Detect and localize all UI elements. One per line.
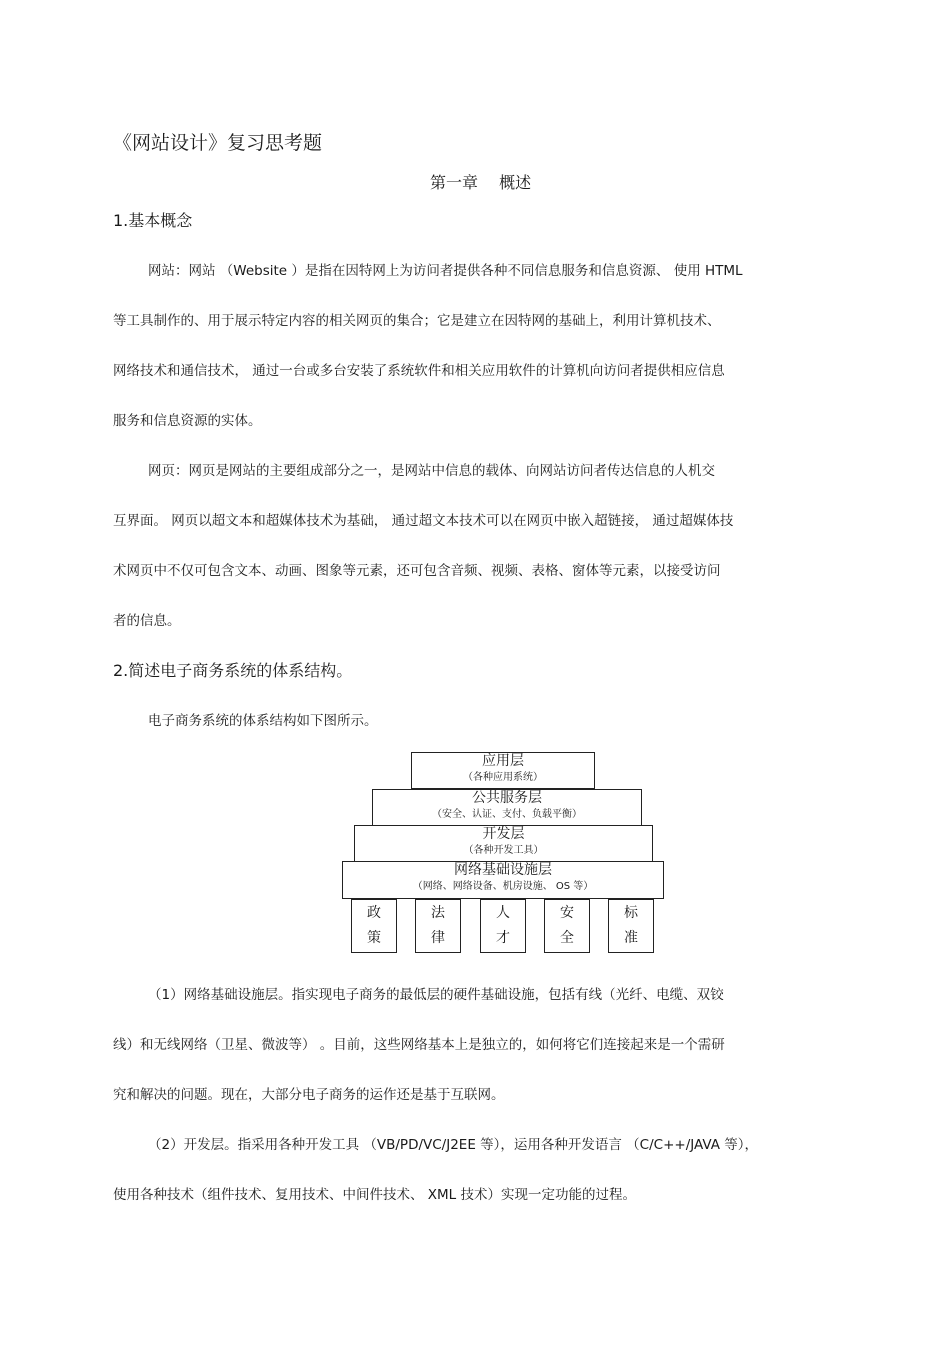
section-1-heading: 1.基本概念 — [113, 211, 193, 230]
architecture-diagram — [341, 752, 665, 954]
pillar-policy — [351, 899, 397, 953]
layer-public-service — [372, 789, 642, 826]
paragraph-line: 网站：网站 （Website ）是指在因特网上为访问者提供各种不同信息服务和信息资源、 使用 HTML — [148, 263, 743, 279]
pillar-char: 全 — [560, 930, 574, 946]
layer-description: （网络、网络设备、机房设施、 OS 等） — [412, 881, 594, 892]
layer-network-infrastructure — [342, 861, 664, 899]
layer-name: 公共服务层 — [472, 790, 542, 806]
section-2-heading: 2.简述电子商务系统的体系结构。 — [113, 661, 353, 680]
paragraph-line: （2）开发层。指采用各种开发工具 （VB/PD/VC/J2EE 等），运用各种开发语言 （C/C++/JAVA 等）， — [148, 1137, 759, 1153]
layer-application — [411, 752, 595, 789]
paragraph-line: 究和解决的问题。现在，大部分电子商务的运作还是基于互联网。 — [113, 1087, 505, 1103]
document-title: 《网站设计》复习思考题 — [113, 132, 323, 154]
pillar-char: 策 — [367, 930, 381, 946]
layer-name: 应用层 — [482, 753, 524, 769]
pillar-security — [544, 899, 590, 953]
layer-name: 网络基础设施层 — [454, 862, 552, 878]
paragraph-line: 线）和无线网络（卫星、微波等） 。目前，这些网络基本上是独立的，如何将它们连接起来是一个需研 — [113, 1037, 725, 1053]
diagram-intro: 电子商务系统的体系结构如下图所示。 — [148, 713, 378, 729]
pillar-char: 政 — [367, 905, 381, 921]
pillar-standard — [608, 899, 654, 953]
pillar-char: 准 — [624, 930, 638, 946]
layer-description: （各种应用系统） — [463, 772, 543, 783]
paragraph-line: 网络技术和通信技术， 通过一台或多台安装了系统软件和相关应用软件的计算机向访问者提供相应信息 — [113, 363, 725, 379]
paragraph-line: 术网页中不仅可包含文本、动画、图象等元素，还可包含音频、视频、表格、窗体等元素，以接受访问 — [113, 563, 721, 579]
layer-name: 开发层 — [482, 826, 525, 842]
pillar-char: 人 — [496, 905, 510, 921]
layer-description: （各种开发工具） — [463, 845, 544, 856]
pillar-char: 律 — [431, 930, 445, 946]
pillar-char: 安 — [560, 905, 574, 921]
layer-development — [354, 825, 653, 862]
pillar-talent — [480, 899, 526, 953]
paragraph-line: 互界面。 网页以超文本和超媒体技术为基础， 通过超文本技术可以在网页中嵌入超链接， 通过超媒体技 — [113, 513, 734, 529]
paragraph-line: 者的信息。 — [113, 613, 181, 629]
pillar-char: 法 — [431, 905, 445, 921]
layer-description: （安全、认证、支付、负载平衡） — [432, 809, 582, 820]
paragraph-line: 等工具制作的、用于展示特定内容的相关网页的集合；它是建立在因特网的基础上，利用计算机技术、 — [113, 313, 721, 329]
pillar-char: 才 — [496, 930, 510, 946]
paragraph-line: （1）网络基础设施层。指实现电子商务的最低层的硬件基础设施，包括有线（光纤、电缆、双铰 — [148, 987, 724, 1003]
paragraph-line: 使用各种技术（组件技术、复用技术、中间件技术、 XML 技术）实现一定功能的过程。 — [113, 1187, 636, 1203]
paragraph-line: 网页：网页是网站的主要组成部分之一，是网站中信息的载体、向网站访问者传达信息的人机交 — [148, 463, 715, 479]
pillar-law — [415, 899, 461, 953]
chapter-title: 第一章 概述 — [430, 173, 532, 192]
pillar-char: 标 — [624, 905, 638, 921]
paragraph-line: 服务和信息资源的实体。 — [113, 413, 262, 429]
